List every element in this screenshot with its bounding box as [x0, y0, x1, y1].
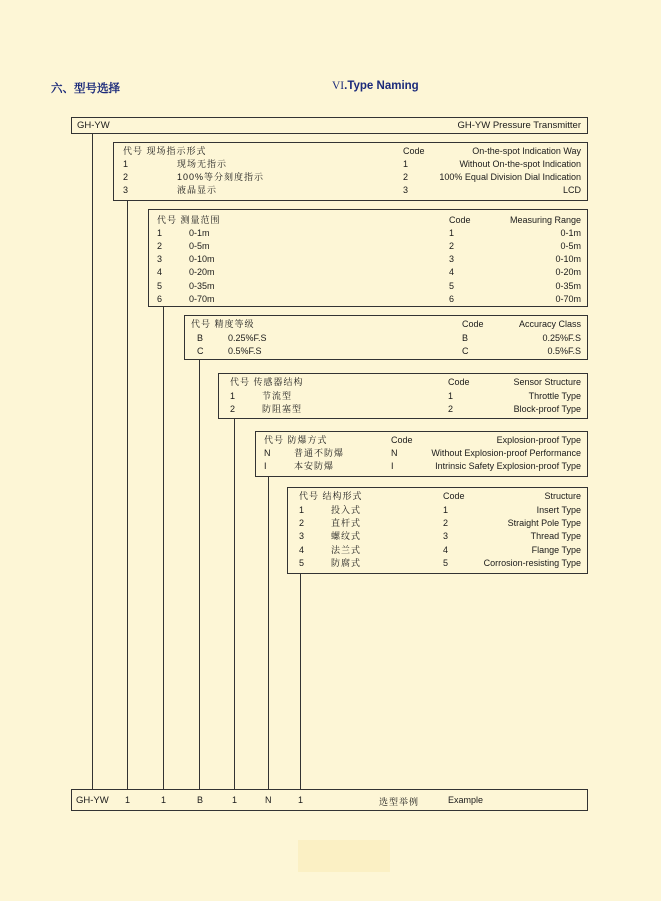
list-item: [219, 390, 587, 403]
connector-line-structure: [300, 573, 301, 789]
row-cn-text: 0.25%F.S: [228, 333, 267, 343]
row-en-text: Thread Type: [530, 531, 581, 541]
row-en-text: LCD: [562, 185, 581, 195]
list-item: [256, 447, 587, 460]
row-cn-text: 100%等分刻度指示: [177, 172, 265, 182]
example-en-label: Example: [448, 795, 484, 805]
list-item: [256, 460, 587, 473]
row-code: B: [462, 333, 469, 343]
heading-english-text: .Type Naming: [344, 80, 419, 92]
row-en-text: 0-70m: [555, 294, 581, 304]
section-heading-english: [332, 80, 419, 92]
accuracy-class-box: [184, 315, 588, 360]
section-header-row: [256, 434, 587, 447]
row-cn-text: 液晶显示: [177, 185, 218, 195]
row-en-text: Without Explosion-proof Performance: [431, 448, 581, 458]
example-code-accuracy: B: [197, 795, 204, 805]
list-item: [185, 345, 587, 358]
explosion-proof-box: [255, 431, 588, 477]
row-en-text: Block-proof Type: [513, 404, 581, 414]
row-en-text: Throttle Type: [528, 391, 581, 401]
row-code: 6: [449, 294, 455, 304]
cn-header: 代号 传感器结构: [230, 377, 304, 387]
example-box: [71, 789, 588, 811]
row-code-cn-side: 2: [123, 172, 129, 182]
model-box: [71, 117, 588, 134]
example-code-display: 1: [125, 795, 131, 805]
example-code-explosion: N: [265, 795, 272, 805]
row-en-text: 0.25%F.S: [542, 333, 581, 343]
indication-way-box: [113, 142, 588, 201]
code-header: Code: [403, 146, 425, 156]
en-header: Explosion-proof Type: [496, 435, 581, 445]
list-item: [114, 184, 587, 197]
row-en-text: Flange Type: [531, 545, 581, 555]
list-item: [149, 240, 587, 253]
row-code: 2: [403, 172, 409, 182]
row-code: 1: [448, 391, 454, 401]
row-code: 4: [443, 545, 449, 555]
list-item: [185, 332, 587, 345]
row-cn-text: 直杆式: [331, 518, 362, 528]
row-code-cn-side: 2: [230, 404, 236, 414]
list-item: [149, 253, 587, 266]
connector-line-explosion: [268, 476, 269, 789]
row-en-text: Without On-the-spot Indication: [459, 159, 581, 169]
row-en-text: 0-35m: [555, 281, 581, 291]
row-code-cn-side: B: [197, 333, 204, 343]
example-code-structure: 1: [298, 795, 304, 805]
row-code-cn-side: 5: [299, 558, 305, 568]
example-model: GH-YW: [76, 795, 109, 806]
list-item: [288, 504, 587, 517]
row-cn-text: 节流型: [262, 391, 293, 401]
code-header: Code: [391, 435, 413, 445]
row-code: 2: [449, 241, 455, 251]
connector-line-sensor: [234, 418, 235, 789]
connector-line-display: [127, 200, 128, 789]
row-code: 2: [448, 404, 454, 414]
connector-line-model: [92, 133, 93, 789]
row-code-cn-side: 6: [157, 294, 163, 304]
row-code: I: [391, 461, 394, 471]
row-code: 4: [449, 267, 455, 277]
en-header: Measuring Range: [509, 215, 581, 225]
code-header: Code: [448, 377, 470, 387]
section-header-row: [149, 214, 587, 227]
row-code: 5: [443, 558, 449, 568]
measuring-range-box: [148, 209, 588, 307]
row-cn-text: 法兰式: [331, 545, 362, 555]
row-code-cn-side: 4: [299, 545, 305, 555]
code-header: Code: [449, 215, 471, 225]
row-cn-text: 0-10m: [189, 254, 215, 264]
list-item: [149, 280, 587, 293]
row-cn-text: 0-35m: [189, 281, 215, 291]
list-item: [114, 158, 587, 171]
row-code-cn-side: I: [264, 461, 267, 471]
row-code: 3: [403, 185, 409, 195]
list-item: [288, 530, 587, 543]
row-code-cn-side: 3: [157, 254, 163, 264]
row-code: 5: [449, 281, 455, 291]
row-code: 1: [443, 505, 449, 515]
row-cn-text: 0-20m: [189, 267, 215, 277]
row-en-text: 0-1m: [560, 228, 581, 238]
row-code-cn-side: 1: [123, 159, 129, 169]
row-en-text: Intrinsic Safety Explosion-proof Type: [435, 461, 581, 471]
row-en-text: 0-20m: [555, 267, 581, 277]
example-code-range: 1: [161, 795, 167, 805]
row-cn-text: 0-1m: [189, 228, 210, 238]
list-item: [288, 544, 587, 557]
code-header: Code: [443, 491, 465, 501]
row-code-cn-side: 4: [157, 267, 163, 277]
connector-line-range: [163, 306, 164, 789]
row-code: 1: [449, 228, 455, 238]
row-code-cn-side: 2: [299, 518, 305, 528]
list-item: [288, 557, 587, 570]
row-code: 1: [403, 159, 409, 169]
row-en-text: Corrosion-resisting Type: [483, 558, 581, 568]
row-en-text: Straight Pole Type: [507, 518, 581, 528]
row-cn-text: 0-5m: [189, 241, 210, 251]
background-tint-patch: [298, 840, 390, 872]
row-cn-text: 0.5%F.S: [228, 346, 262, 356]
model-label: GH-YW: [77, 120, 110, 131]
list-item: [288, 517, 587, 530]
cn-header: 代号 精度等级: [191, 319, 255, 329]
row-en-text: 0-10m: [555, 254, 581, 264]
section-header-row: [114, 145, 587, 158]
cn-header: 代号 现场指示形式: [123, 146, 207, 156]
example-code-sensor: 1: [232, 795, 238, 805]
code-header: Code: [462, 319, 484, 329]
row-code-cn-side: 1: [230, 391, 236, 401]
row-cn-text: 现场无指示: [177, 159, 228, 169]
structure-box: [287, 487, 588, 574]
row-en-text: 0.5%F.S: [547, 346, 581, 356]
cn-header: 代号 结构形式: [299, 491, 363, 501]
en-header: Sensor Structure: [513, 377, 581, 387]
section-heading-chinese: 六、型号选择: [51, 83, 120, 95]
row-code: C: [462, 346, 469, 356]
row-code-cn-side: 3: [123, 185, 129, 195]
row-code-cn-side: 2: [157, 241, 163, 251]
row-cn-text: 0-70m: [189, 294, 215, 304]
row-code: 2: [443, 518, 449, 528]
row-en-text: 100% Equal Division Dial Indication: [439, 172, 581, 182]
heading-roman-numeral: VI: [332, 80, 345, 92]
list-item: [149, 227, 587, 240]
row-cn-text: 防腐式: [331, 558, 362, 568]
row-code-cn-side: 5: [157, 281, 163, 291]
connector-line-accuracy: [199, 359, 200, 789]
section-header-row: [219, 376, 587, 389]
row-code: N: [391, 448, 398, 458]
list-item: [149, 293, 587, 306]
en-header: Accuracy Class: [518, 319, 581, 329]
row-code: 3: [443, 531, 449, 541]
row-cn-text: 普通不防爆: [294, 448, 345, 458]
cn-header: 代号 测量范围: [157, 215, 221, 225]
section-header-row: [288, 490, 587, 503]
row-code-cn-side: 1: [157, 228, 163, 238]
section-header-row: [185, 318, 587, 331]
en-header: On-the-spot Indication Way: [472, 146, 581, 156]
en-header: Structure: [544, 491, 581, 501]
list-item: [219, 403, 587, 416]
row-cn-text: 本安防爆: [294, 461, 335, 471]
row-code-cn-side: C: [197, 346, 204, 356]
sensor-structure-box: [218, 373, 588, 419]
row-code-cn-side: 1: [299, 505, 305, 515]
list-item: [114, 171, 587, 184]
row-en-text: 0-5m: [560, 241, 581, 251]
row-code-cn-side: N: [264, 448, 271, 458]
row-cn-text: 投入式: [331, 505, 362, 515]
list-item: [149, 266, 587, 279]
cn-header: 代号 防爆方式: [264, 435, 328, 445]
example-cn-label: 选型举例: [379, 797, 420, 807]
row-code: 3: [449, 254, 455, 264]
model-description: GH-YW Pressure Transmitter: [457, 120, 581, 131]
row-code-cn-side: 3: [299, 531, 305, 541]
row-cn-text: 螺纹式: [331, 531, 362, 541]
row-en-text: Insert Type: [536, 505, 581, 515]
row-cn-text: 防阻塞型: [262, 404, 303, 414]
